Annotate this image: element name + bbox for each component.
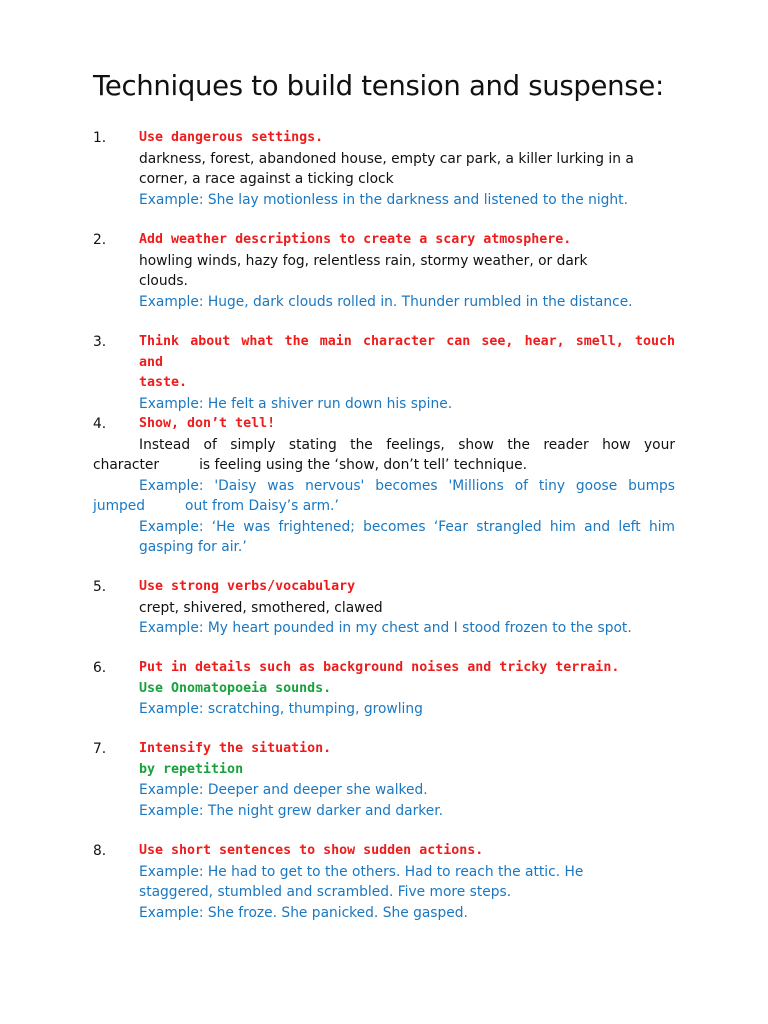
item-example: Example: ‘He was frightened; becomes ‘Fear strangled him and left him <box>139 518 675 535</box>
item-example-rest: out from Daisy’s arm.’ <box>185 498 339 514</box>
list-item-2 <box>93 230 675 312</box>
item-heading: Use short sentences to show sudden actions. <box>139 843 484 858</box>
item-example: Example: She froze. She panicked. She gasped. <box>139 904 468 921</box>
item-example: Example: He had to get to the others. Had to reach the attic. He <box>139 863 584 880</box>
item-number: 4. <box>93 416 107 432</box>
item-number: 3. <box>93 334 107 350</box>
item-body-rest: is feeling using the ‘show, don’t tell’ technique. <box>199 457 528 473</box>
page-title: Techniques to build tension and suspense: <box>93 70 664 102</box>
list-item-6 <box>93 658 675 720</box>
item-example: Example: The night grew darker and darker. <box>139 802 444 819</box>
item-example: Example: 'Daisy was nervous' becomes 'Millions of tiny goose bumps <box>139 477 675 494</box>
item-body: corner, a race against a ticking clock <box>139 171 394 187</box>
item-example: gasping for air.’ <box>139 539 247 555</box>
item-body <box>93 455 675 476</box>
item-number: 5. <box>93 579 107 595</box>
item-heading: taste. <box>139 375 188 390</box>
item-number: 1. <box>93 130 107 146</box>
item-number: 8. <box>93 843 107 859</box>
item-heading: Use strong verbs/vocabulary <box>139 579 356 594</box>
item-example: Example: scratching, thumping, growling <box>139 701 423 717</box>
item-example: Example: He felt a shiver run down his spine. <box>139 395 453 412</box>
list-item-8 <box>93 841 675 923</box>
item-heading: Put in details such as background noises and tricky terrain. <box>139 660 620 675</box>
list-item-7 <box>93 739 675 821</box>
item-example <box>93 496 675 517</box>
item-number: 7. <box>93 741 107 757</box>
item-subheading: Use Onomatopoeia sounds. <box>139 680 332 696</box>
item-subheading: by repetition <box>139 761 244 777</box>
item-example: Example: She lay motionless in the darkness and listened to the night. <box>139 191 628 208</box>
item-example: Example: Huge, dark clouds rolled in. Thunder rumbled in the distance. <box>139 293 633 310</box>
item-body: howling winds, hazy fog, relentless rain, stormy weather, or dark <box>139 252 588 269</box>
item-heading: Intensify the situation. <box>139 741 332 756</box>
item-example: staggered, stumbled and scrambled. Five more steps. <box>139 884 512 900</box>
item-body: crept, shivered, smothered, clawed <box>139 599 383 616</box>
item-example: Example: My heart pounded in my chest and I stood frozen to the spot. <box>139 620 632 636</box>
item-heading: Show, don’t tell! <box>139 416 276 431</box>
item-body: clouds. <box>139 273 188 289</box>
item-example: Example: Deeper and deeper she walked. <box>139 782 428 798</box>
item-heading: Use dangerous settings. <box>139 130 324 145</box>
item-heading: Add weather descriptions to create a scary atmosphere. <box>139 232 572 247</box>
item-number: 2. <box>93 232 107 248</box>
list-item-1 <box>93 128 675 210</box>
item-body-start: character <box>93 457 160 473</box>
item-number: 6. <box>93 660 107 676</box>
item-body: Instead of simply stating the feelings, show the reader how your <box>139 436 675 453</box>
item-example-start: jumped <box>93 498 146 514</box>
list-item-3 <box>93 332 675 414</box>
item-body: darkness, forest, abandoned house, empty car park, a killer lurking in a <box>139 150 634 167</box>
list-item-4 <box>93 414 675 558</box>
list-item-5 <box>93 577 675 639</box>
item-heading: Think about what the main character can see, hear, smell, touch and <box>139 334 675 370</box>
